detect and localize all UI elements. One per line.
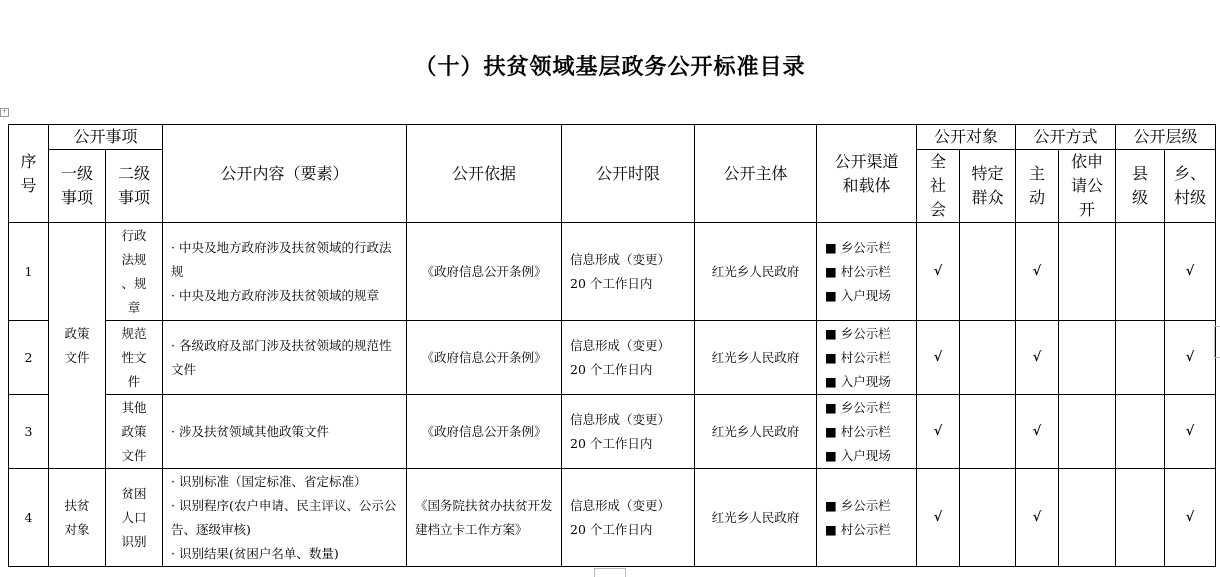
time-limit-cell: 信息形成（变更） 20 个工作日内 [562,223,695,321]
header-mode-active: 主 动 [1016,150,1059,223]
basis-cell: 《政府信息公开条例》 [407,223,562,321]
time-limit-cell: 信息形成（变更） 20 个工作日内 [562,321,695,395]
target-all-mark: √ [917,469,960,567]
tier-county-mark [1116,469,1165,567]
tier-township-mark: √ [1165,223,1216,321]
channel-cell: ■ 乡公示栏 ■ 村公示栏 ■ 入户现场 [817,395,917,469]
tier-township-mark: √ [1165,395,1216,469]
level2-cell: 规范 性文 件 [106,321,163,395]
header-mode-apply: 依申 请公 开 [1059,150,1116,223]
table-move-handle-icon[interactable]: + [1,108,8,115]
target-all-mark: √ [917,395,960,469]
content-cell: · 各级政府及部门涉及扶贫领域的规范性文件 [163,321,407,395]
tier-county-mark [1116,395,1165,469]
channel-cell: ■ 乡公示栏 ■ 村公示栏 ■ 入户现场 [817,223,917,321]
basis-cell: 《国务院扶贫办扶贫开发建档立卡工作方案》 [407,469,562,567]
resize-handle-right[interactable] [1214,326,1220,358]
channel-cell: ■ 乡公示栏 ■ 村公示栏 ■ 入户现场 [817,321,917,395]
target-all-mark: √ [917,223,960,321]
basis-cell: 《政府信息公开条例》 [407,321,562,395]
subject-cell: 红光乡人民政府 [695,321,817,395]
tier-county-mark [1116,223,1165,321]
tier-county-mark [1116,321,1165,395]
mode-active-mark: √ [1016,395,1059,469]
header-subject: 公开主体 [695,125,817,223]
header-matter: 公开事项 [49,125,163,150]
header-time-limit: 公开时限 [562,125,695,223]
level1-cell: 政策 文件 [49,223,106,469]
mode-apply-mark [1059,223,1116,321]
catalog-table [8,124,1216,567]
header-level1: 一级 事项 [49,150,106,223]
content-cell: · 识别标准（国定标准、省定标准） · 识别程序(农户申请、民主评议、公示公告、逐级审核) · 识别结果(贫困户名单、数量) [163,469,407,567]
header-content: 公开内容（要素） [163,125,407,223]
table-row [9,395,1216,469]
mode-active-mark: √ [1016,469,1059,567]
row-seq: 2 [9,321,49,395]
header-target: 公开对象 [917,125,1016,150]
tier-township-mark: √ [1165,321,1216,395]
content-cell: · 中央及地方政府涉及扶贫领域的行政法规 · 中央及地方政府涉及扶贫领域的规章 [163,223,407,321]
target-specific-mark [960,395,1016,469]
catalog-table-container [8,124,1216,567]
target-specific-mark [960,469,1016,567]
level2-cell: 行政 法规 、规 章 [106,223,163,321]
table-row [9,321,1216,395]
page-title: （十）扶贫领域基层政务公开标准目录 [414,54,806,80]
subject-cell: 红光乡人民政府 [695,223,817,321]
mode-active-mark: √ [1016,223,1059,321]
target-specific-mark [960,223,1016,321]
target-all-mark: √ [917,321,960,395]
mode-active-mark: √ [1016,321,1059,395]
mode-apply-mark [1059,321,1116,395]
row-seq: 3 [9,395,49,469]
header-tier-county: 县 级 [1116,150,1165,223]
header-level2: 二级 事项 [106,150,163,223]
header-mode: 公开方式 [1016,125,1116,150]
row-seq: 4 [9,469,49,567]
level2-cell: 其他 政策 文件 [106,395,163,469]
mode-apply-mark [1059,395,1116,469]
level2-cell: 贫困 人口 识别 [106,469,163,567]
header-basis: 公开依据 [407,125,562,223]
header-target-all: 全 社 会 [917,150,960,223]
channel-cell: ■ 乡公示栏 ■ 村公示栏 [817,469,917,567]
row-seq: 1 [9,223,49,321]
table-row [9,223,1216,321]
header-tier: 公开层级 [1116,125,1216,150]
header-tier-township: 乡、 村级 [1165,150,1216,223]
tier-township-mark: √ [1165,469,1216,567]
header-channel: 公开渠道 和载体 [817,125,917,223]
header-target-specific: 特定 群众 [960,150,1016,223]
subject-cell: 红光乡人民政府 [695,469,817,567]
target-specific-mark [960,321,1016,395]
mode-apply-mark [1059,469,1116,567]
basis-cell: 《政府信息公开条例》 [407,395,562,469]
content-cell: · 涉及扶贫领域其他政策文件 [163,395,407,469]
subject-cell: 红光乡人民政府 [695,395,817,469]
time-limit-cell: 信息形成（变更） 20 个工作日内 [562,469,695,567]
table-row [9,469,1216,567]
level1-cell: 扶贫 对象 [49,469,106,567]
time-limit-cell: 信息形成（变更） 20 个工作日内 [562,395,695,469]
header-seq: 序 号 [9,125,49,223]
